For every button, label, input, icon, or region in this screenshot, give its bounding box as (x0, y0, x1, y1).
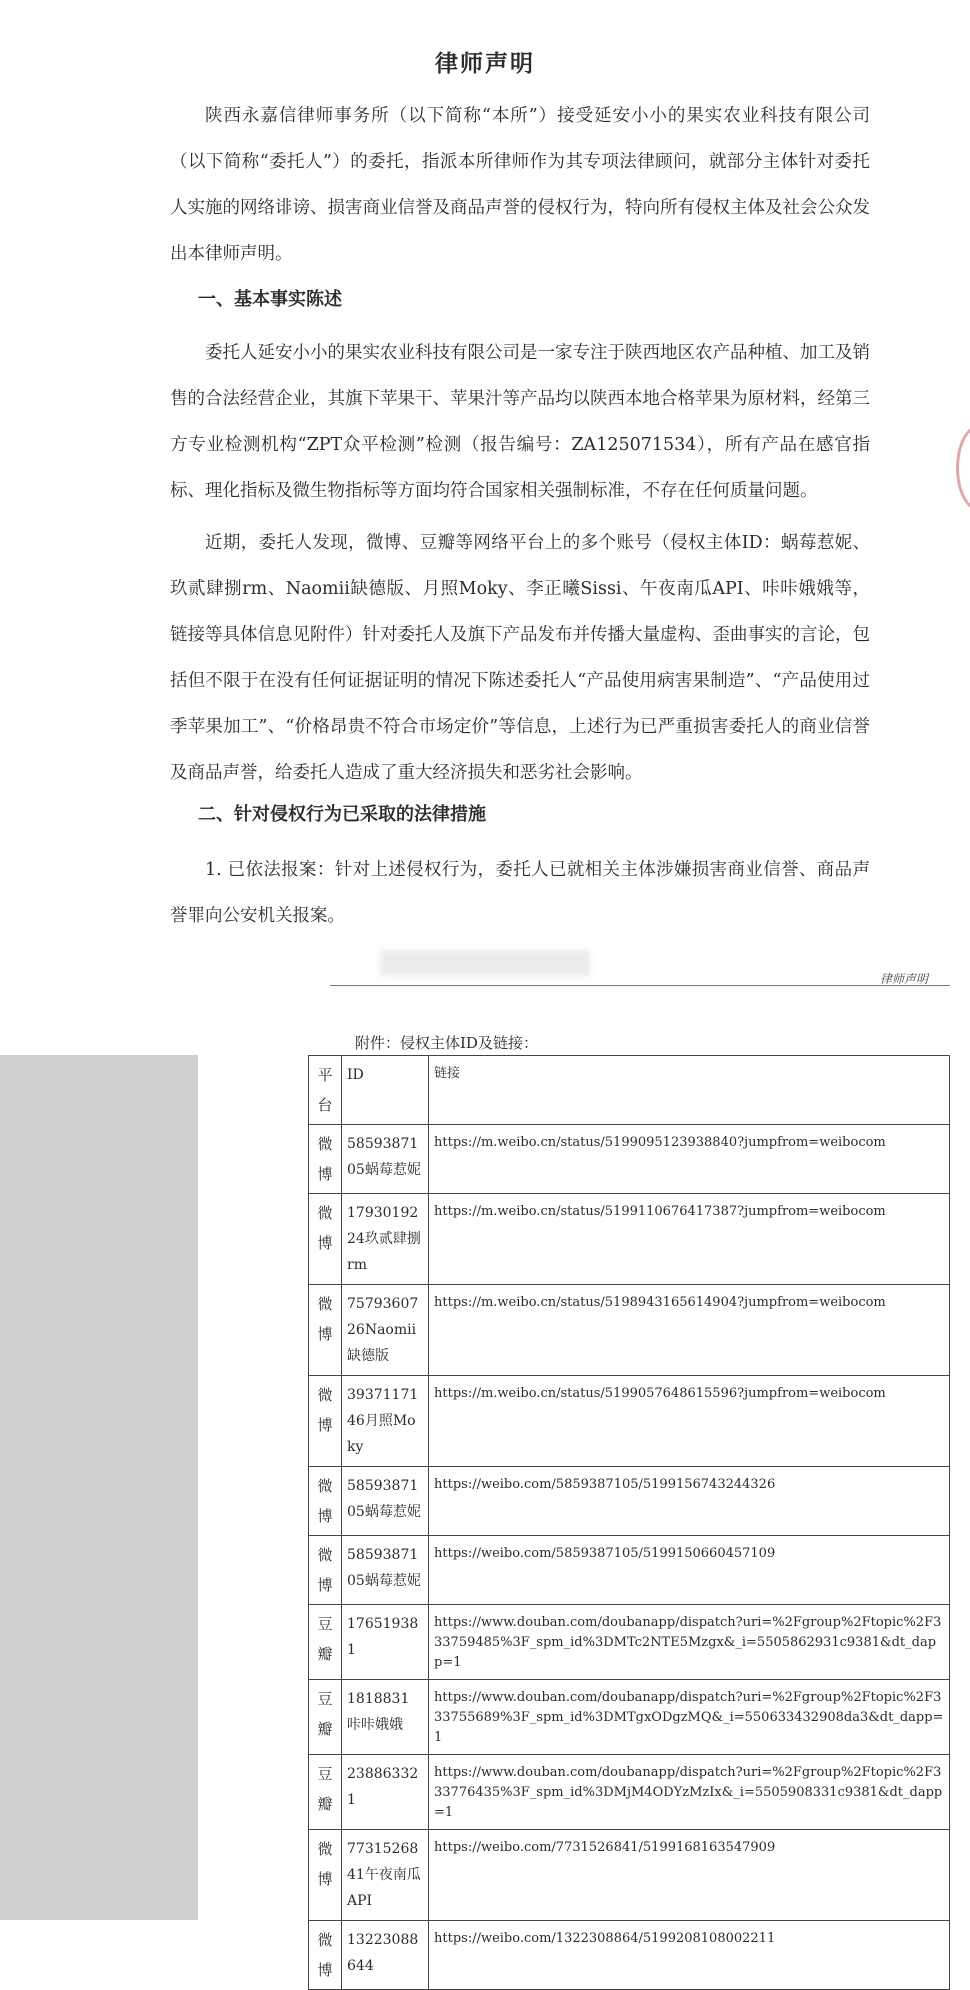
cell-link[interactable]: https://m.weibo.cn/status/5198943165614904?jumpfrom=weibocom (429, 1285, 950, 1376)
cell-link[interactable]: https://weibo.com/7731526841/5199168163547909 (429, 1830, 950, 1921)
cell-id: 5859387105蜗莓惹妮 (342, 1536, 429, 1605)
page-header-rule (330, 985, 950, 986)
cell-link[interactable]: https://m.weibo.cn/status/5199057648615596?jumpfrom=weibocom (429, 1376, 950, 1467)
cell-platform: 微博 (309, 1830, 342, 1921)
cell-platform: 微博 (309, 1194, 342, 1285)
cell-platform: 微博 (309, 1376, 342, 1467)
cell-platform: 微博 (309, 1125, 342, 1194)
table-row (309, 1680, 950, 1755)
table-header-row (309, 1056, 950, 1125)
cell-link[interactable]: https://m.weibo.cn/status/5199110676417387?jumpfrom=weibocom (429, 1194, 950, 1285)
cell-link[interactable]: https://weibo.com/1322308864/5199208108002211 (429, 1921, 950, 1990)
cell-id: 13223088644 (342, 1921, 429, 1990)
table-row (309, 1194, 950, 1285)
cell-id: 7579360726Naomii缺德版 (342, 1285, 429, 1376)
attachment-table (308, 1055, 950, 1990)
col-header-link: 链接 (429, 1056, 950, 1125)
cell-link[interactable]: https://weibo.com/5859387105/5199150660457109 (429, 1536, 950, 1605)
table-row (309, 1467, 950, 1536)
cell-id: 238863321 (342, 1755, 429, 1830)
cell-platform: 豆瓣 (309, 1680, 342, 1755)
cell-id: 3937117146月照Moky (342, 1376, 429, 1467)
table-row (309, 1921, 950, 1990)
cell-platform: 微博 (309, 1467, 342, 1536)
document-title: 律师声明 (435, 50, 535, 77)
attachment-title: 附件：侵权主体ID及链接： (355, 1034, 538, 1052)
table-row (309, 1285, 950, 1376)
table-row (309, 1125, 950, 1194)
table-row (309, 1605, 950, 1680)
cell-link[interactable]: https://m.weibo.cn/status/5199095123938840?jumpfrom=weibocom (429, 1125, 950, 1194)
cell-platform: 微博 (309, 1285, 342, 1376)
cell-link[interactable]: https://www.douban.com/doubanapp/dispatch?uri=%2Fgroup%2Ftopic%2F333776435%3F_spm_id%3DMjM4ODYzMzIx&_i=5505908331c9381&dt_dapp=1 (429, 1755, 950, 1830)
cell-id: 5859387105蜗莓惹妮 (342, 1125, 429, 1194)
intro-paragraph: 陕西永嘉信律师事务所（以下简称“本所”）接受延安小小的果实农业科技有限公司（以下简称“委托人”）的委托，指派本所律师作为其专项法律顾问，就部分主体针对委托人实施的网络诽谤、损害商业信誉及商品声誉的侵权行为，特向所有侵权主体及社会公众发出本律师声明。 (170, 106, 870, 264)
section-heading-measures: 二、针对侵权行为已采取的法律措施 (198, 804, 486, 825)
table-row (309, 1755, 950, 1830)
measure-paragraph-1: 1. 已依法报案：针对上述侵权行为，委托人已就相关主体涉嫌损害商业信誉、商品声誉罪向公安机关报案。 (170, 860, 870, 926)
cell-id: 176519381 (342, 1605, 429, 1680)
facts-paragraph-1: 委托人延安小小的果实农业科技有限公司是一家专注于陕西地区农产品种植、加工及销售的合法经营企业，其旗下苹果干、苹果汁等产品均以陕西本地合格苹果为原材料，经第三方专业检测机构“ZPT众平检测”检测（报告编号：ZA125071534），所有产品在感官指标、理化指标及微生物指标等方面均符合国家相关强制标准，不存在任何质量问题。 (170, 343, 870, 501)
cell-link[interactable]: https://weibo.com/5859387105/5199156743244326 (429, 1467, 950, 1536)
cell-id: 5859387105蜗莓惹妮 (342, 1467, 429, 1536)
cell-platform: 微博 (309, 1921, 342, 1990)
cell-link[interactable]: https://www.douban.com/doubanapp/dispatch?uri=%2Fgroup%2Ftopic%2F333759485%3F_spm_id%3DMTc2NTE5Mzgx&_i=5505862931c9381&dt_dapp=1 (429, 1605, 950, 1680)
col-header-id: ID (342, 1056, 429, 1125)
cell-id: 1818831咔咔娥娥 (342, 1680, 429, 1755)
facts-paragraph-2: 近期，委托人发现，微博、豆瓣等网络平台上的多个账号（侵权主体ID：蜗莓惹妮、玖贰肆捌rm、Naomii缺德版、月照Moky、李正曦Sissi、午夜南瓜API、咔咔娥娥等，链接等具体信息见附件）针对委托人及旗下产品发布并传播大量虚构、歪曲事实的言论，包括但不限于在没有任何证据证明的情况下陈述委托人“产品使用病害果制造”、“产品使用过季苹果加工”、“价格昂贵不符合市场定价”等信息，上述行为已严重损害委托人的商业信誉及商品声誉，给委托人造成了重大经济损失和恶劣社会影响。 (170, 533, 870, 783)
cell-id: 7731526841午夜南瓜API (342, 1830, 429, 1921)
table-row (309, 1536, 950, 1605)
col-header-platform: 平台 (309, 1056, 342, 1125)
cell-link[interactable]: https://www.douban.com/doubanapp/dispatch?uri=%2Fgroup%2Ftopic%2F333755689%3F_spm_id%3DMTgxODgzMQ&_i=550633432908da3&dt_dapp=1 (429, 1680, 950, 1755)
seal-stamp-icon (956, 425, 970, 511)
table-row (309, 1830, 950, 1921)
cell-platform: 微博 (309, 1536, 342, 1605)
cell-platform: 豆瓣 (309, 1605, 342, 1680)
section-heading-facts: 一、基本事实陈述 (198, 289, 342, 310)
cell-platform: 豆瓣 (309, 1755, 342, 1830)
table-row (309, 1376, 950, 1467)
page-header-label: 律师声明 (880, 972, 929, 986)
blurred-divider (380, 950, 590, 976)
cell-id: 1793019224玖贰肆捌rm (342, 1194, 429, 1285)
